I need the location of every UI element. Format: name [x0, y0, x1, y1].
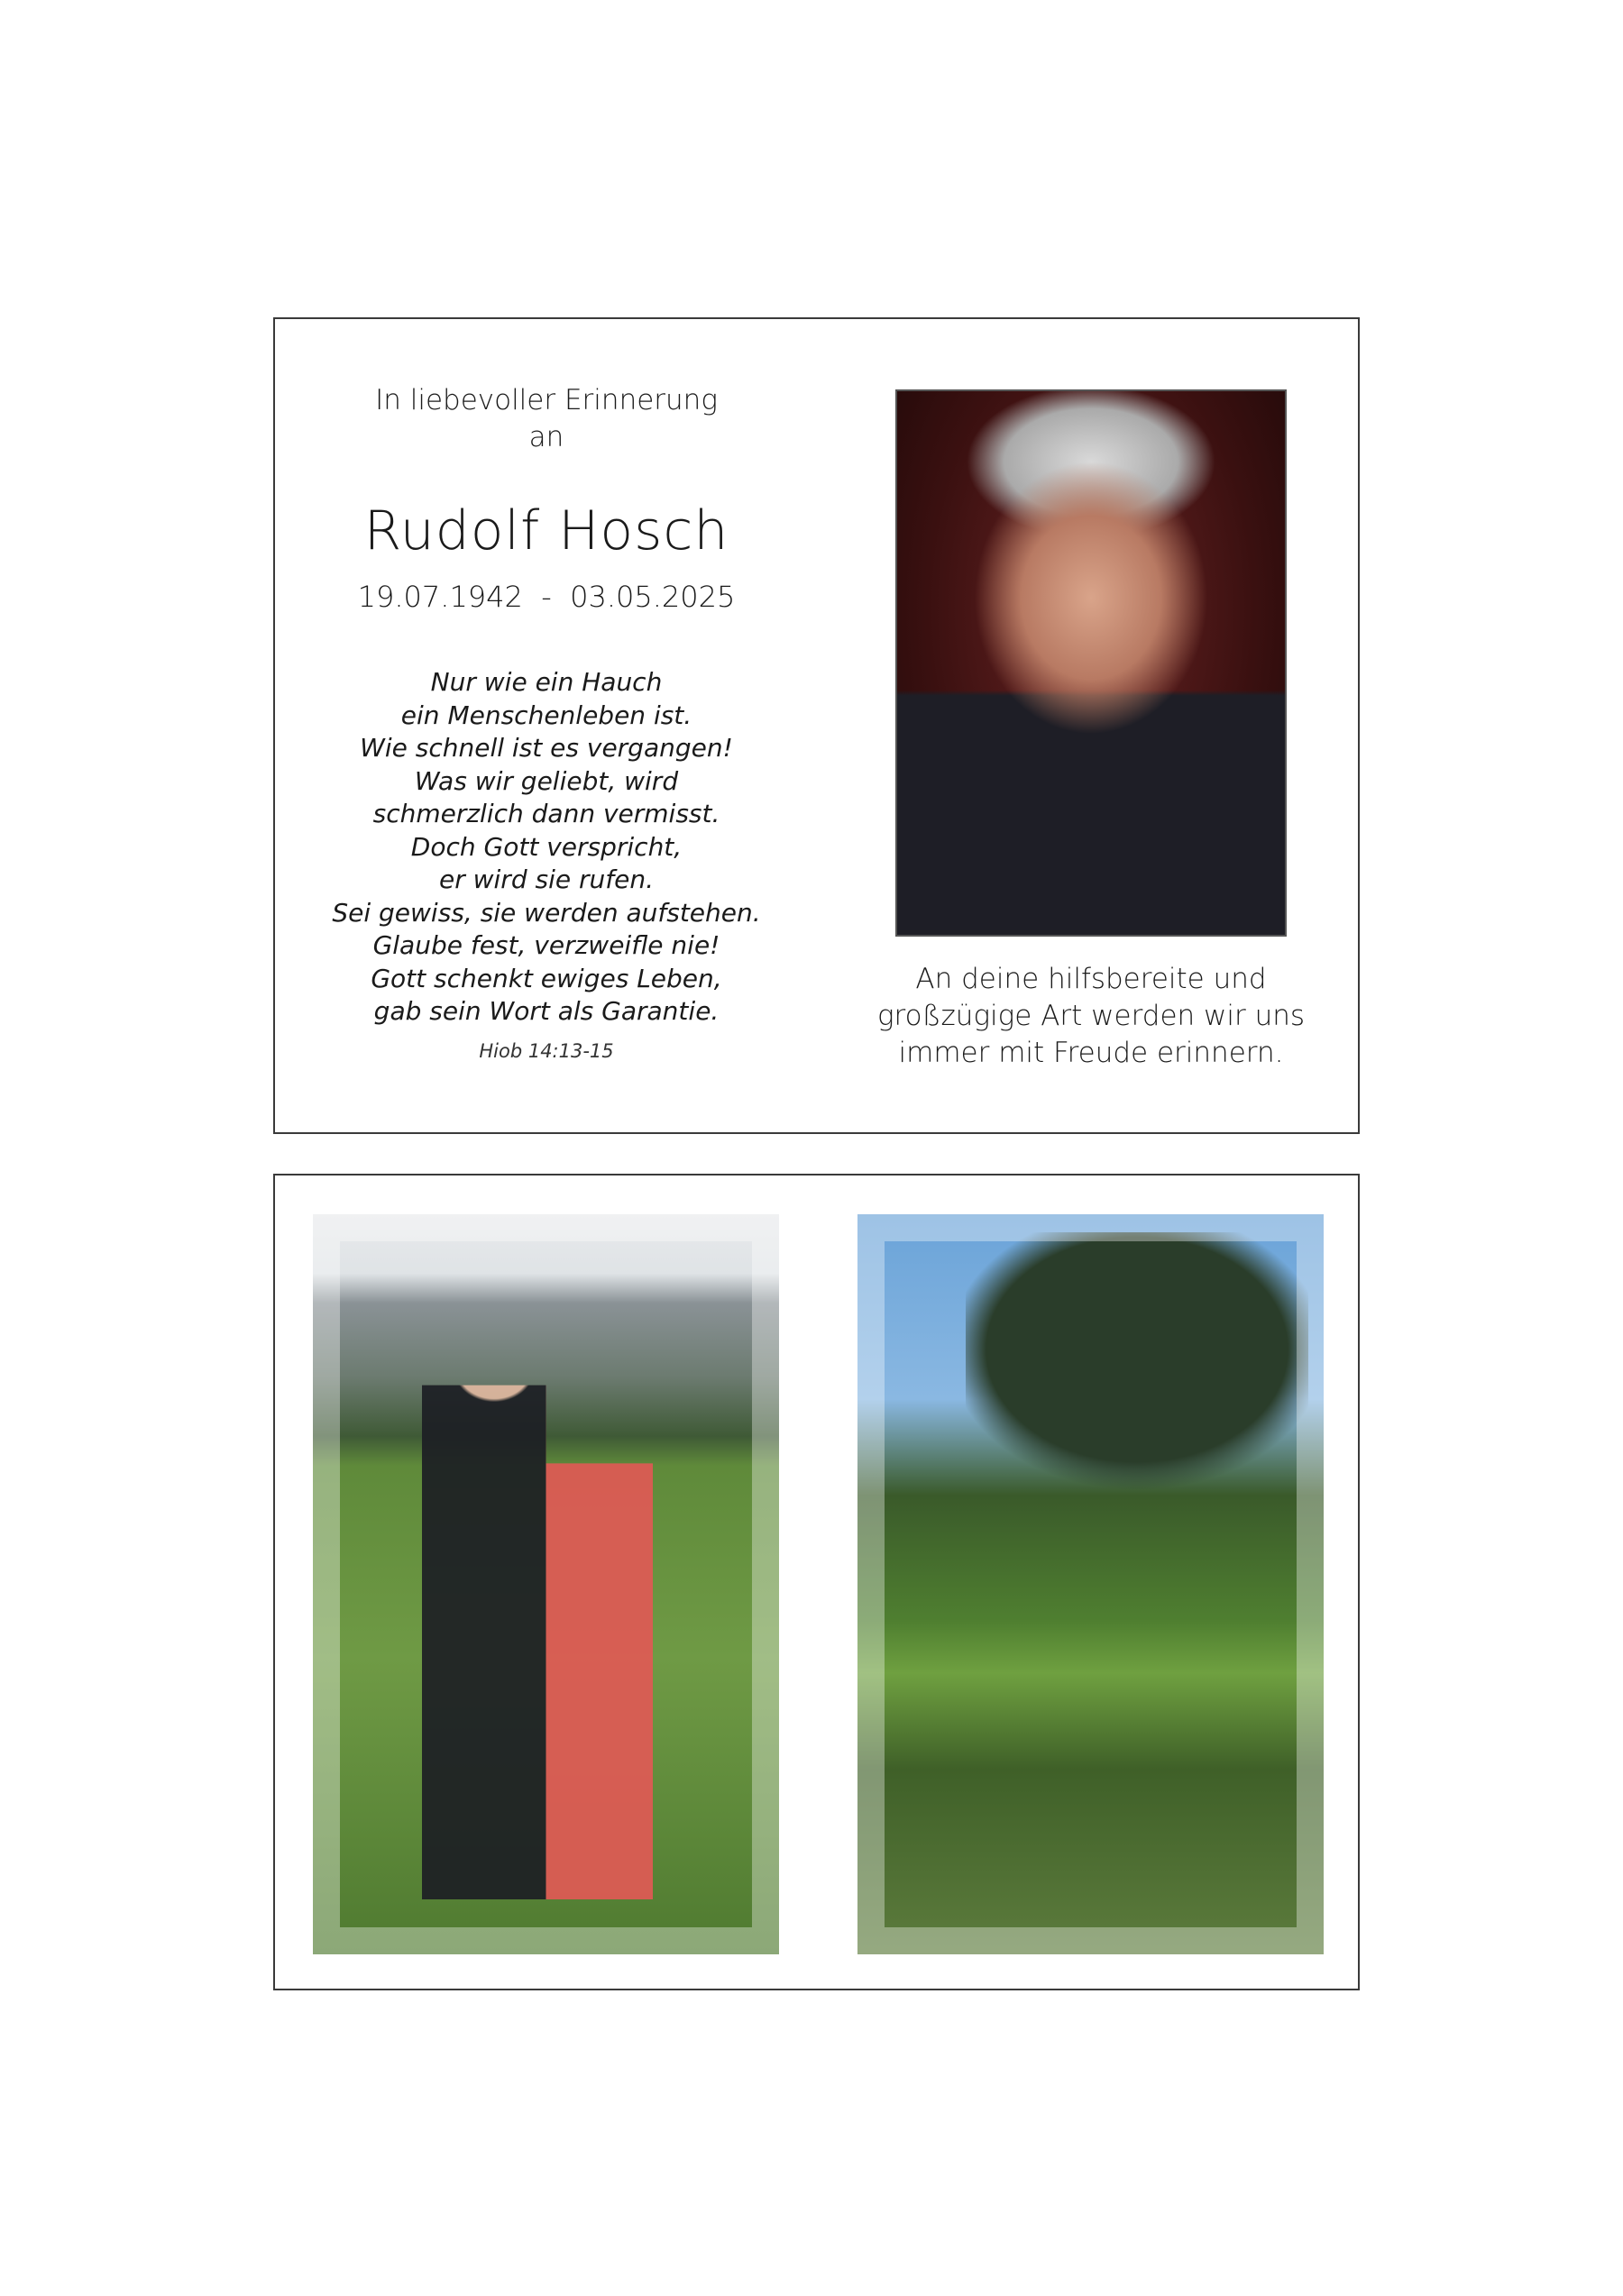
memorial-caption: [877, 961, 1305, 1072]
intro-line: In liebevoller Erinnerung: [375, 384, 718, 416]
memorial-card-front: [273, 317, 1360, 1134]
poem-line: Glaube fest, verzweifle nie!: [372, 930, 720, 960]
poem-line: schmerzlich dann vermisst.: [372, 799, 720, 828]
poem-line: Wie schnell ist es vergangen!: [360, 733, 733, 763]
photo-frame-overlay: [340, 1241, 752, 1927]
deceased-name: Rudolf Hosch: [363, 499, 729, 563]
poem-line: Sei gewiss, sie werden aufstehen.: [332, 897, 761, 928]
poem-line: er wird sie rufen.: [438, 864, 654, 894]
garden-photo: [857, 1214, 1324, 1954]
poem-line: Was wir geliebt, wird: [414, 765, 679, 796]
poem: [332, 666, 760, 1029]
death-date: 03.05.2025: [570, 580, 736, 614]
poem-line: Gott schenkt ewiges Leben,: [371, 963, 722, 993]
verse-reference: Hiob 14:13-15: [479, 1040, 614, 1062]
caption-line: großzügige Art werden wir uns: [876, 1000, 1306, 1032]
portrait-photo: [895, 389, 1287, 937]
intro-text: [375, 382, 718, 456]
photo-frame-overlay: [885, 1241, 1297, 1927]
poem-line: ein Menschenleben ist.: [400, 700, 692, 730]
caption-line: An deine hilfsbereite und: [915, 963, 1267, 995]
life-dates: [358, 579, 736, 615]
poem-line: gab sein Wort als Garantie.: [373, 996, 720, 1026]
birth-date: 19.07.1942: [357, 580, 523, 614]
couple-meadow-photo: [313, 1214, 779, 1954]
poem-line: Doch Gott verspricht,: [410, 831, 683, 862]
intro-line: an: [528, 421, 564, 453]
memorial-card-back: [273, 1174, 1360, 1990]
date-separator: -: [541, 580, 552, 614]
caption-line: immer mit Freude erinnern.: [898, 1037, 1284, 1069]
poem-line: Nur wie ein Hauch: [430, 667, 663, 697]
